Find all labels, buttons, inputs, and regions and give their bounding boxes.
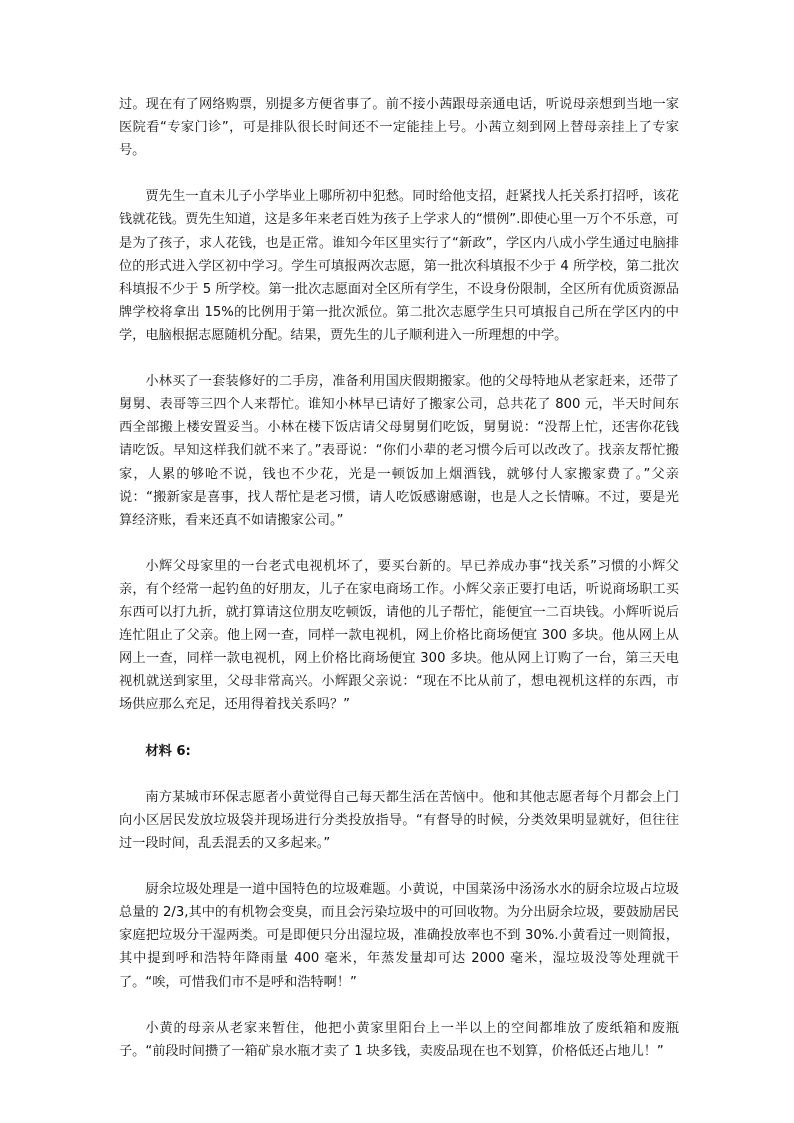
paragraph-xiaohui-tv: 小辉父母家里的一台老式电视机坏了，要买台新的。早已养成办事“找关系”习惯的小辉父亲，有个经常一起钓鱼的好朋友，儿子在家电商场工作。小辉父亲正要打电话，听说商场职工买东西可以打九折，就打算请这位朋友吃顿饭，请他的儿子帮忙，能便宜一二百块钱。小辉听说后连忙阻止了父亲。他上网一查，同样一款电视机，网上价格比商场便宜 300 多块。他从网上从网上一查，同样一款电视机，网上价格比商场便宜 300 多块。他从网上订购了一台，第三天电视机就送到家里，父母非常高兴。小辉跟父亲说：“现在不比从前了，想电视机这样的东西，市场供应那么充足，还用得着找关系吗？” <box>119 558 679 713</box>
paragraph-kitchen-waste: 厨余垃圾处理是一道中国特色的垃圾难题。小黄说，中国菜汤中汤汤水水的厨余垃圾占垃圾总量的 2/3,其中的有机物会变臭，而且会污染垃圾中的可回收物。为分出厨余垃圾，要鼓励居民家庭把垃圾分干湿两类。可是即便只分出湿垃圾，准确投放率也不到 30%.小黄看过一则简报，其中提到呼和浩特年降雨量 400 毫米，年蒸发量却可达 2000 毫米，湿垃圾没等处理就干了。“唉，可惜我们市不是呼和浩特啊！” <box>119 882 679 990</box>
section-title-material-6: 材料 6: <box>145 743 191 759</box>
document-page <box>119 93 679 1086</box>
paragraph-jia-school: 贾先生一直未儿子小学毕业上哪所初中犯愁。同时给他支招，赶紧找人托关系打招呼，该花钱就花钱。贾先生知道，这是多年来老百姓为孩子上学求人的“惯例”.即使心里一万个不乐意，可是为了孩子，求人花钱，也是正常。谁知今年区里实行了“新政”，学区内八成小学生通过电脑排位的形式进入学区初中学习。学生可填报两次志愿，第一批次科填报不少于 4 所学校，第二批次科填报不少于 5 所学校。第一批次志愿面对全区所有学生，不设身份限制，全区所有优质资源品牌学校将拿出 15%的比例用于第一批次派位。第二批次志愿学生只可填报自己所在学区内的中学，电脑根据志愿随机分配。结果，贾先生的儿子顺利进入一所理想的中学。 <box>119 189 679 343</box>
paragraph-volunteer-xiaohuang: 南方某城市环保志愿者小黄觉得自己每天都生活在苦恼中。他和其他志愿者每个月都会上门向小区居民发放垃圾袋并现场进行分类投放指导。“有督导的时候，分类效果明显就好，但往往过一段时间，乱丢混丢的又多起来。” <box>119 789 679 851</box>
paragraph-intro-continuation: 过。现在有了网络购票，别提多方便省事了。前不接小茜跟母亲通电话，听说母亲想到当地一家医院看“专家门诊”，可是排队很长时间还不一定能挂上号。小茜立刻到网上替母亲挂上了专家号。 <box>119 97 679 159</box>
paragraph-xiaolin-moving: 小林买了一套装修好的二手房，准备利用国庆假期搬家。他的父母特地从老家赶来，还带了舅舅、表哥等三四个人来帮忙。谁知小林早已请好了搬家公司，总共花了 800 元，半天时间东西全部搬上楼安置妥当。小林在楼下饭店请父母舅舅们吃饭，舅舅说：“没帮上忙，还害你花钱请吃饭。早知这样我们就不来了。”表哥说：“你们小辈的老习惯今后可以改改了。找亲友帮忙搬家，人累的够呛不说，钱也不少花，光是一顿饭加上烟酒钱，就够付人家搬家费了。”父亲说：“搬新家是喜事，找人帮忙是老习惯，请人吃饭感谢感谢，也是人之长情嘛。不过，要是光算经济账，看来还真不如请搬家公司。” <box>119 374 679 528</box>
paragraph-mother-recycling: 小黄的母亲从老家来暂住，他把小黄家里阳台上一半以上的空间都堆放了废纸箱和废瓶子。“前段时间攒了一箱矿泉水瓶才卖了 1 块多钱，卖废品现在也不划算，价格低还占地儿！” <box>119 1020 679 1059</box>
